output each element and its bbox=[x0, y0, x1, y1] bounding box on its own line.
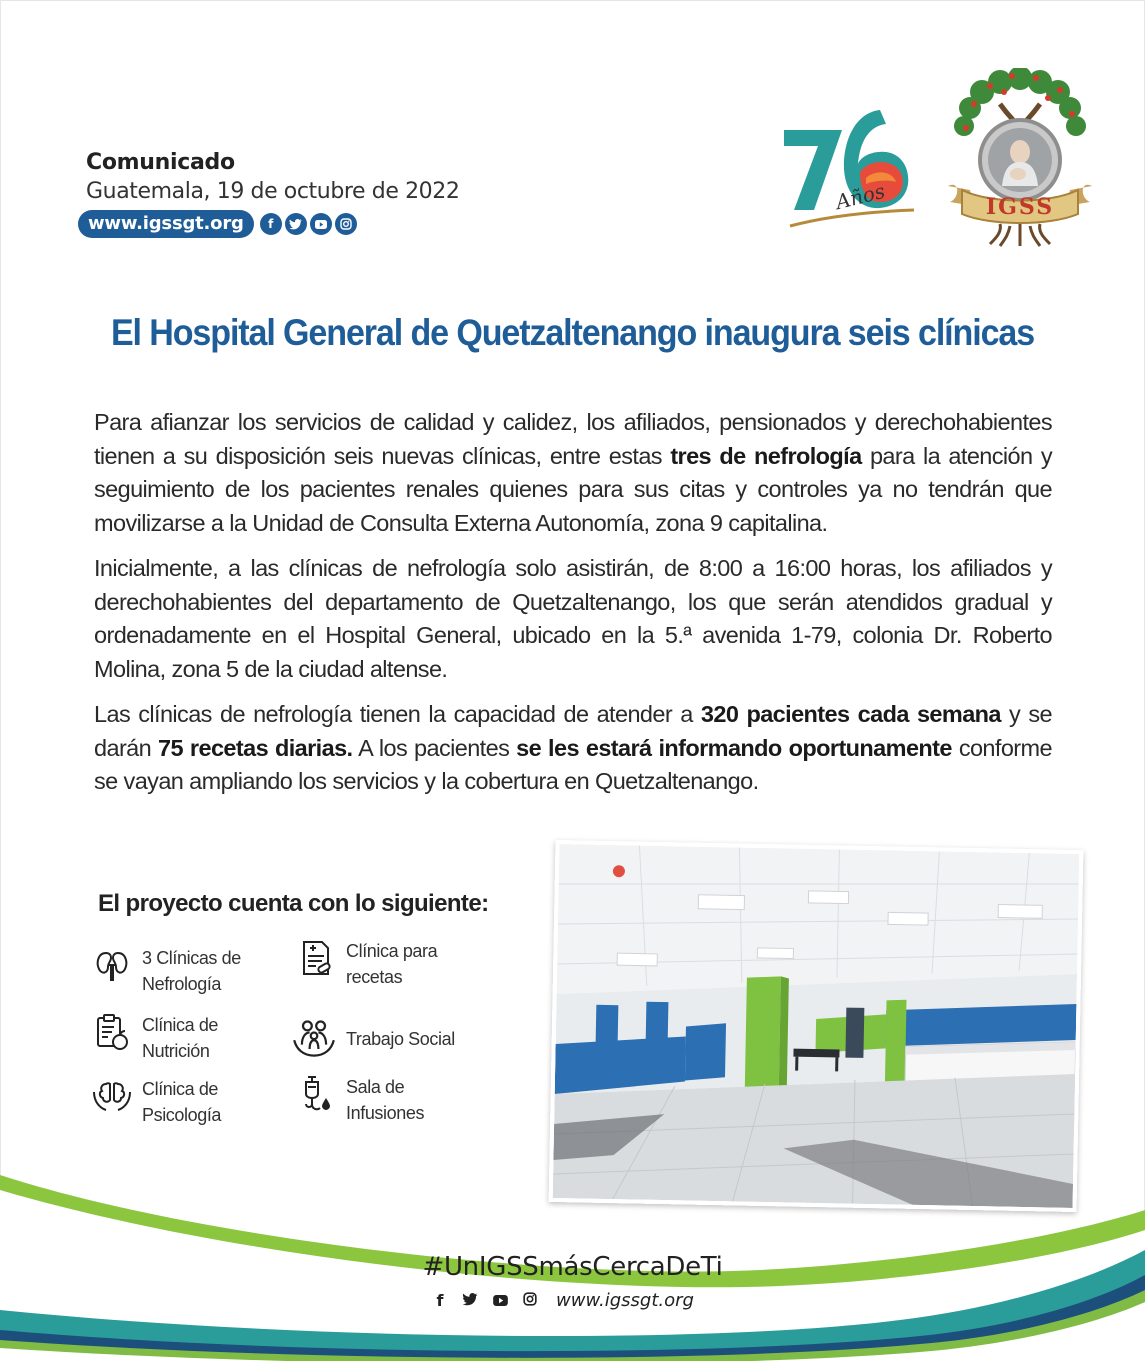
header bbox=[86, 150, 506, 238]
paragraph-3-text-g: conforme se vayan ampliando los servicios y la cobertura en Quetzaltenango. bbox=[94, 734, 1052, 794]
paragraph-3-text-c: y se darán bbox=[94, 701, 1052, 761]
iv-drip-icon bbox=[296, 1074, 336, 1114]
instagram-icon[interactable] bbox=[335, 213, 357, 235]
footer-social-row bbox=[430, 1290, 694, 1311]
twitter-icon[interactable] bbox=[460, 1291, 480, 1310]
feature-nutrition-line1: Clínica de bbox=[142, 1015, 219, 1035]
header-website-link[interactable]: www.igssgt.org bbox=[78, 210, 254, 238]
prescription-icon bbox=[296, 938, 336, 978]
youtube-icon[interactable] bbox=[490, 1291, 510, 1310]
page-title: El Hospital General de Quetzaltenango inaugura seis clínicas bbox=[110, 312, 1035, 353]
feature-psychology-label bbox=[142, 1076, 262, 1128]
feature-psychology-line2: Psicología bbox=[142, 1105, 222, 1125]
anniversary-years-label: Años bbox=[833, 178, 888, 215]
feature-infusions-line1: Sala de bbox=[346, 1077, 405, 1097]
feature-nutrition-line2: Nutrición bbox=[142, 1041, 210, 1061]
paragraph-3-bold-informing: se les estará informando oportunamente bbox=[516, 734, 952, 761]
paragraph-2: Inicialmente, a las clínicas de nefrología solo asistirán, de 8:00 a 16:00 horas, los afiliados y derechohabientes del departamento de Quetzaltenango, los que serán atendidos gradual y ordenadamente en el Hospital General, ubicado en la 5.ª avenida 1-79, colonia Dr. Roberto Molina, zona 5 de la ciudad altense. bbox=[94, 555, 1052, 682]
paragraph-1-bold: tres de nefrología bbox=[670, 442, 862, 469]
footer-waves bbox=[0, 1130, 1145, 1361]
paragraph-1 bbox=[94, 406, 1052, 540]
paragraph-3-bold-prescriptions: 75 recetas diarias. bbox=[158, 734, 353, 761]
feature-social-work bbox=[292, 1016, 476, 1060]
feature-nephrology-label bbox=[142, 945, 262, 997]
article-body bbox=[94, 406, 1052, 811]
feature-psychology-line1: Clínica de bbox=[142, 1079, 219, 1099]
paragraph-3 bbox=[94, 698, 1052, 799]
kidneys-icon bbox=[92, 945, 132, 985]
feature-nephrology-line1: 3 Clínicas de bbox=[142, 948, 241, 968]
feature-prescriptions bbox=[296, 938, 466, 990]
feature-prescriptions-label bbox=[346, 938, 466, 990]
instagram-icon[interactable] bbox=[520, 1291, 540, 1310]
nutrition-clipboard-icon bbox=[92, 1012, 132, 1052]
anniversary-76-logo bbox=[780, 100, 920, 240]
footer-hashtag: #UnIGSSmásCercaDeTi bbox=[422, 1252, 723, 1282]
document-date: Guatemala, 19 de octubre de 2022 bbox=[86, 179, 460, 204]
igss-logo bbox=[940, 68, 1100, 248]
igss-logo-label: IGSS bbox=[985, 194, 1055, 220]
feature-nutrition bbox=[92, 1012, 262, 1064]
feature-prescriptions-line1: Clínica para bbox=[346, 941, 438, 961]
document-type: Comunicado bbox=[86, 150, 235, 175]
paragraph-3-text-e: A los pacientes bbox=[352, 734, 517, 761]
feature-infusions-label bbox=[346, 1074, 466, 1126]
feature-psychology bbox=[92, 1076, 262, 1128]
feature-infusions bbox=[296, 1074, 466, 1126]
feature-social-work-label: Trabajo Social bbox=[346, 1029, 455, 1049]
paragraph-3-bold-patients: 320 pacientes cada semana bbox=[700, 701, 1001, 727]
facebook-icon[interactable]: f bbox=[260, 213, 282, 235]
feature-infusions-line2: Infusiones bbox=[346, 1103, 425, 1123]
paragraph-3-text-a: Las clínicas de nefrología tienen la capacidad de atender a bbox=[94, 701, 701, 727]
twitter-icon[interactable] bbox=[285, 213, 307, 235]
paragraph-1-text-a: Para afianzar los servicios de calidad y calidez, los afiliados, pensionados y derechohabientes tienen a su disposición seis nuevas clínicas, entre estas bbox=[94, 409, 1052, 469]
youtube-icon[interactable] bbox=[310, 213, 332, 235]
header-social-icons bbox=[260, 213, 357, 235]
facebook-icon[interactable]: f bbox=[436, 1291, 444, 1310]
footer-website-link[interactable]: www.igssgt.org bbox=[556, 1290, 694, 1311]
feature-nephrology-line2: Nefrología bbox=[142, 974, 222, 994]
family-hands-icon bbox=[292, 1016, 336, 1060]
header-web-row bbox=[78, 210, 506, 238]
feature-prescriptions-line2: recetas bbox=[346, 967, 403, 987]
brain-hands-icon bbox=[92, 1076, 132, 1116]
project-section-title: El proyecto cuenta con lo siguiente: bbox=[98, 890, 489, 917]
paragraph-1-text-c: para la atención y seguimiento de los pacientes renales quienes para sus citas y controles ya no tendrán que movilizarse a la Unidad de Consulta Externa Autonomía, zona 9 capitalina. bbox=[94, 442, 1052, 536]
feature-nutrition-label bbox=[142, 1012, 262, 1064]
feature-nephrology bbox=[92, 945, 262, 997]
